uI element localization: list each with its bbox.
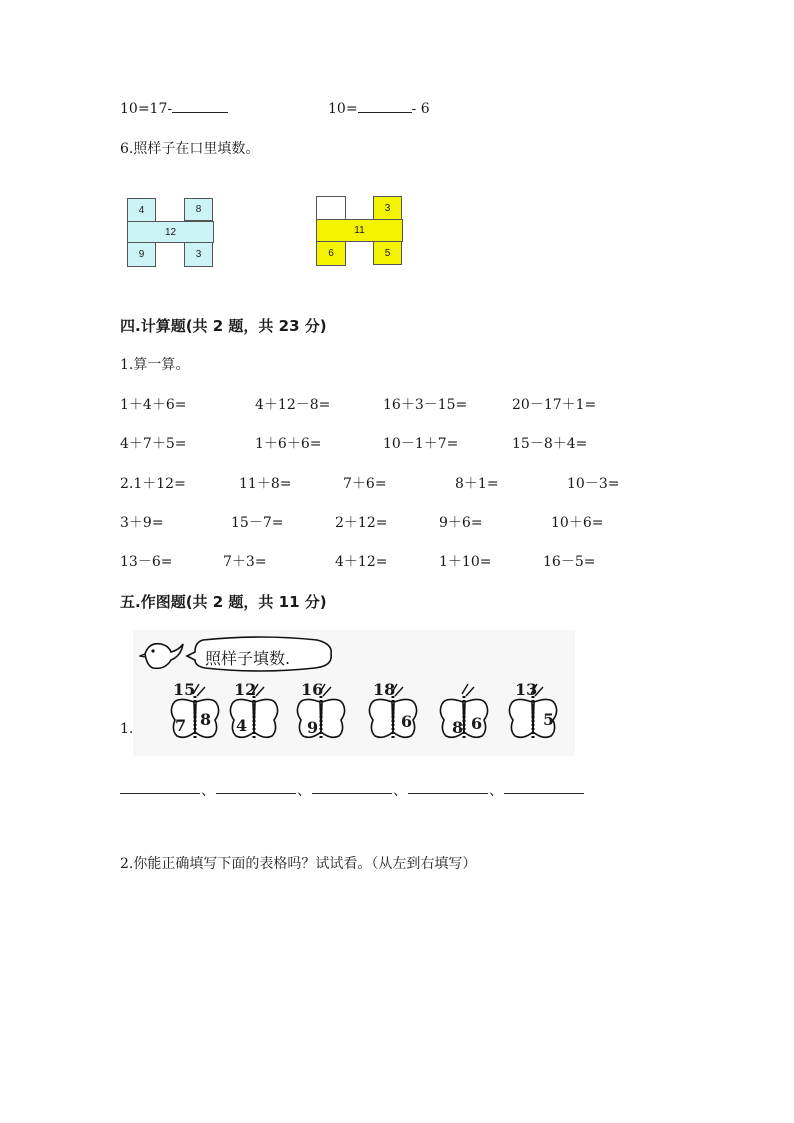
butterfly-5-right: 6 [471,714,483,733]
butterfly-3-top: 16 [301,680,324,699]
q2-2-5: 10＋6= [551,515,604,531]
h-task-top-left-box[interactable] [316,196,346,220]
h-example-bottom-right: 3 [184,242,213,267]
equation-1-text: 10=17- [120,101,173,117]
calc-2-2: 1＋6＋6= [255,436,322,452]
h-task-bottom-right: 5 [373,241,402,265]
answer-separator-2: 、 [297,783,311,799]
h-task-bottom-left: 6 [316,241,346,266]
q2-2-4: 9＋6= [439,515,483,531]
butterfly-2-left: 4 [236,716,248,735]
calc-2-4: 15－8＋4= [512,436,588,452]
h-example-bottom-left: 9 [127,242,156,267]
calc-1-2: 4＋12－8= [255,397,331,413]
q2-1-1: 2.1＋12= [120,476,186,492]
q2-2-2: 15－7= [231,515,284,531]
section-4-title: 四.计算题(共 2 题，共 23 分) [120,317,327,335]
q2-3-5: 16－5= [543,554,596,570]
answer-blank-4[interactable] [408,793,488,794]
section-4-question-1: 1.算一算。 [120,357,190,373]
butterfly-1 [169,682,221,748]
butterfly-4 [367,682,419,748]
butterfly-6-top: 13 [515,680,538,699]
q2-3-3: 4＋12= [335,554,388,570]
question-6-label: 6.照样子在口里填数。 [120,141,260,157]
equation-1 [120,98,228,117]
h-example-middle: 12 [127,221,214,243]
butterfly-6-right: 5 [543,710,555,729]
bird-icon [139,634,187,674]
butterfly-1-right: 8 [200,710,212,729]
q2-1-4: 8＋1= [455,476,499,492]
butterfly-5 [438,682,490,748]
section-5-question-2: 2.你能正确填写下面的表格吗？试试看。（从左到右填写） [120,856,477,872]
butterfly-1-top: 15 [173,680,196,699]
answer-blank-1[interactable] [120,793,200,794]
calc-1-3: 16＋3－15= [383,397,468,413]
q2-1-3: 7＋6= [343,476,387,492]
butterfly-3 [295,682,347,748]
q2-3-1: 13－6= [120,554,173,570]
equation-2-suffix: - 6 [411,101,430,117]
answer-separator-4: 、 [489,783,503,799]
h-task-top-right: 3 [373,196,402,220]
q2-2-3: 2＋12= [335,515,388,531]
q2-1-2: 11＋8= [239,476,292,492]
answer-separator-3: 、 [393,783,407,799]
butterfly-4-top: 18 [373,680,396,699]
butterfly-figure [133,630,575,756]
butterfly-6 [507,682,559,748]
section-5-title: 五.作图题(共 2 题，共 11 分) [120,593,327,611]
equation-1-blank[interactable] [172,98,228,113]
q2-2-1: 3＋9= [120,515,164,531]
q2-1-5: 10－3= [567,476,620,492]
calc-2-3: 10－1＋7= [383,436,459,452]
calc-2-1: 4＋7＋5= [120,436,187,452]
answer-separator-1: 、 [201,783,215,799]
calc-1-1: 1＋4＋6= [120,397,187,413]
butterfly-5-left: 8 [452,718,464,737]
h-task-middle: 11 [316,219,403,242]
equation-2 [328,98,430,117]
q2-3-4: 1＋10= [439,554,492,570]
q2-3-2: 7＋3= [223,554,267,570]
butterfly-2 [228,682,280,748]
answer-blank-3[interactable] [312,793,392,794]
butterfly-4-right: 6 [401,712,413,731]
butterfly-icon [438,682,490,748]
h-example-top-right: 8 [184,198,213,221]
h-example-top-left: 4 [127,198,156,222]
section-5-question-1-number: 1. [120,721,134,737]
butterfly-1-left: 7 [175,716,187,735]
answer-blank-5[interactable] [504,793,584,794]
equation-2-text: 10= [328,101,358,117]
butterfly-3-left: 9 [307,718,319,737]
bird-speech-text: 照样子填数. [205,649,291,668]
answer-blank-2[interactable] [216,793,296,794]
calc-1-4: 20－17＋1= [512,397,597,413]
butterfly-2-top: 12 [234,680,257,699]
equation-2-blank[interactable] [358,98,412,113]
